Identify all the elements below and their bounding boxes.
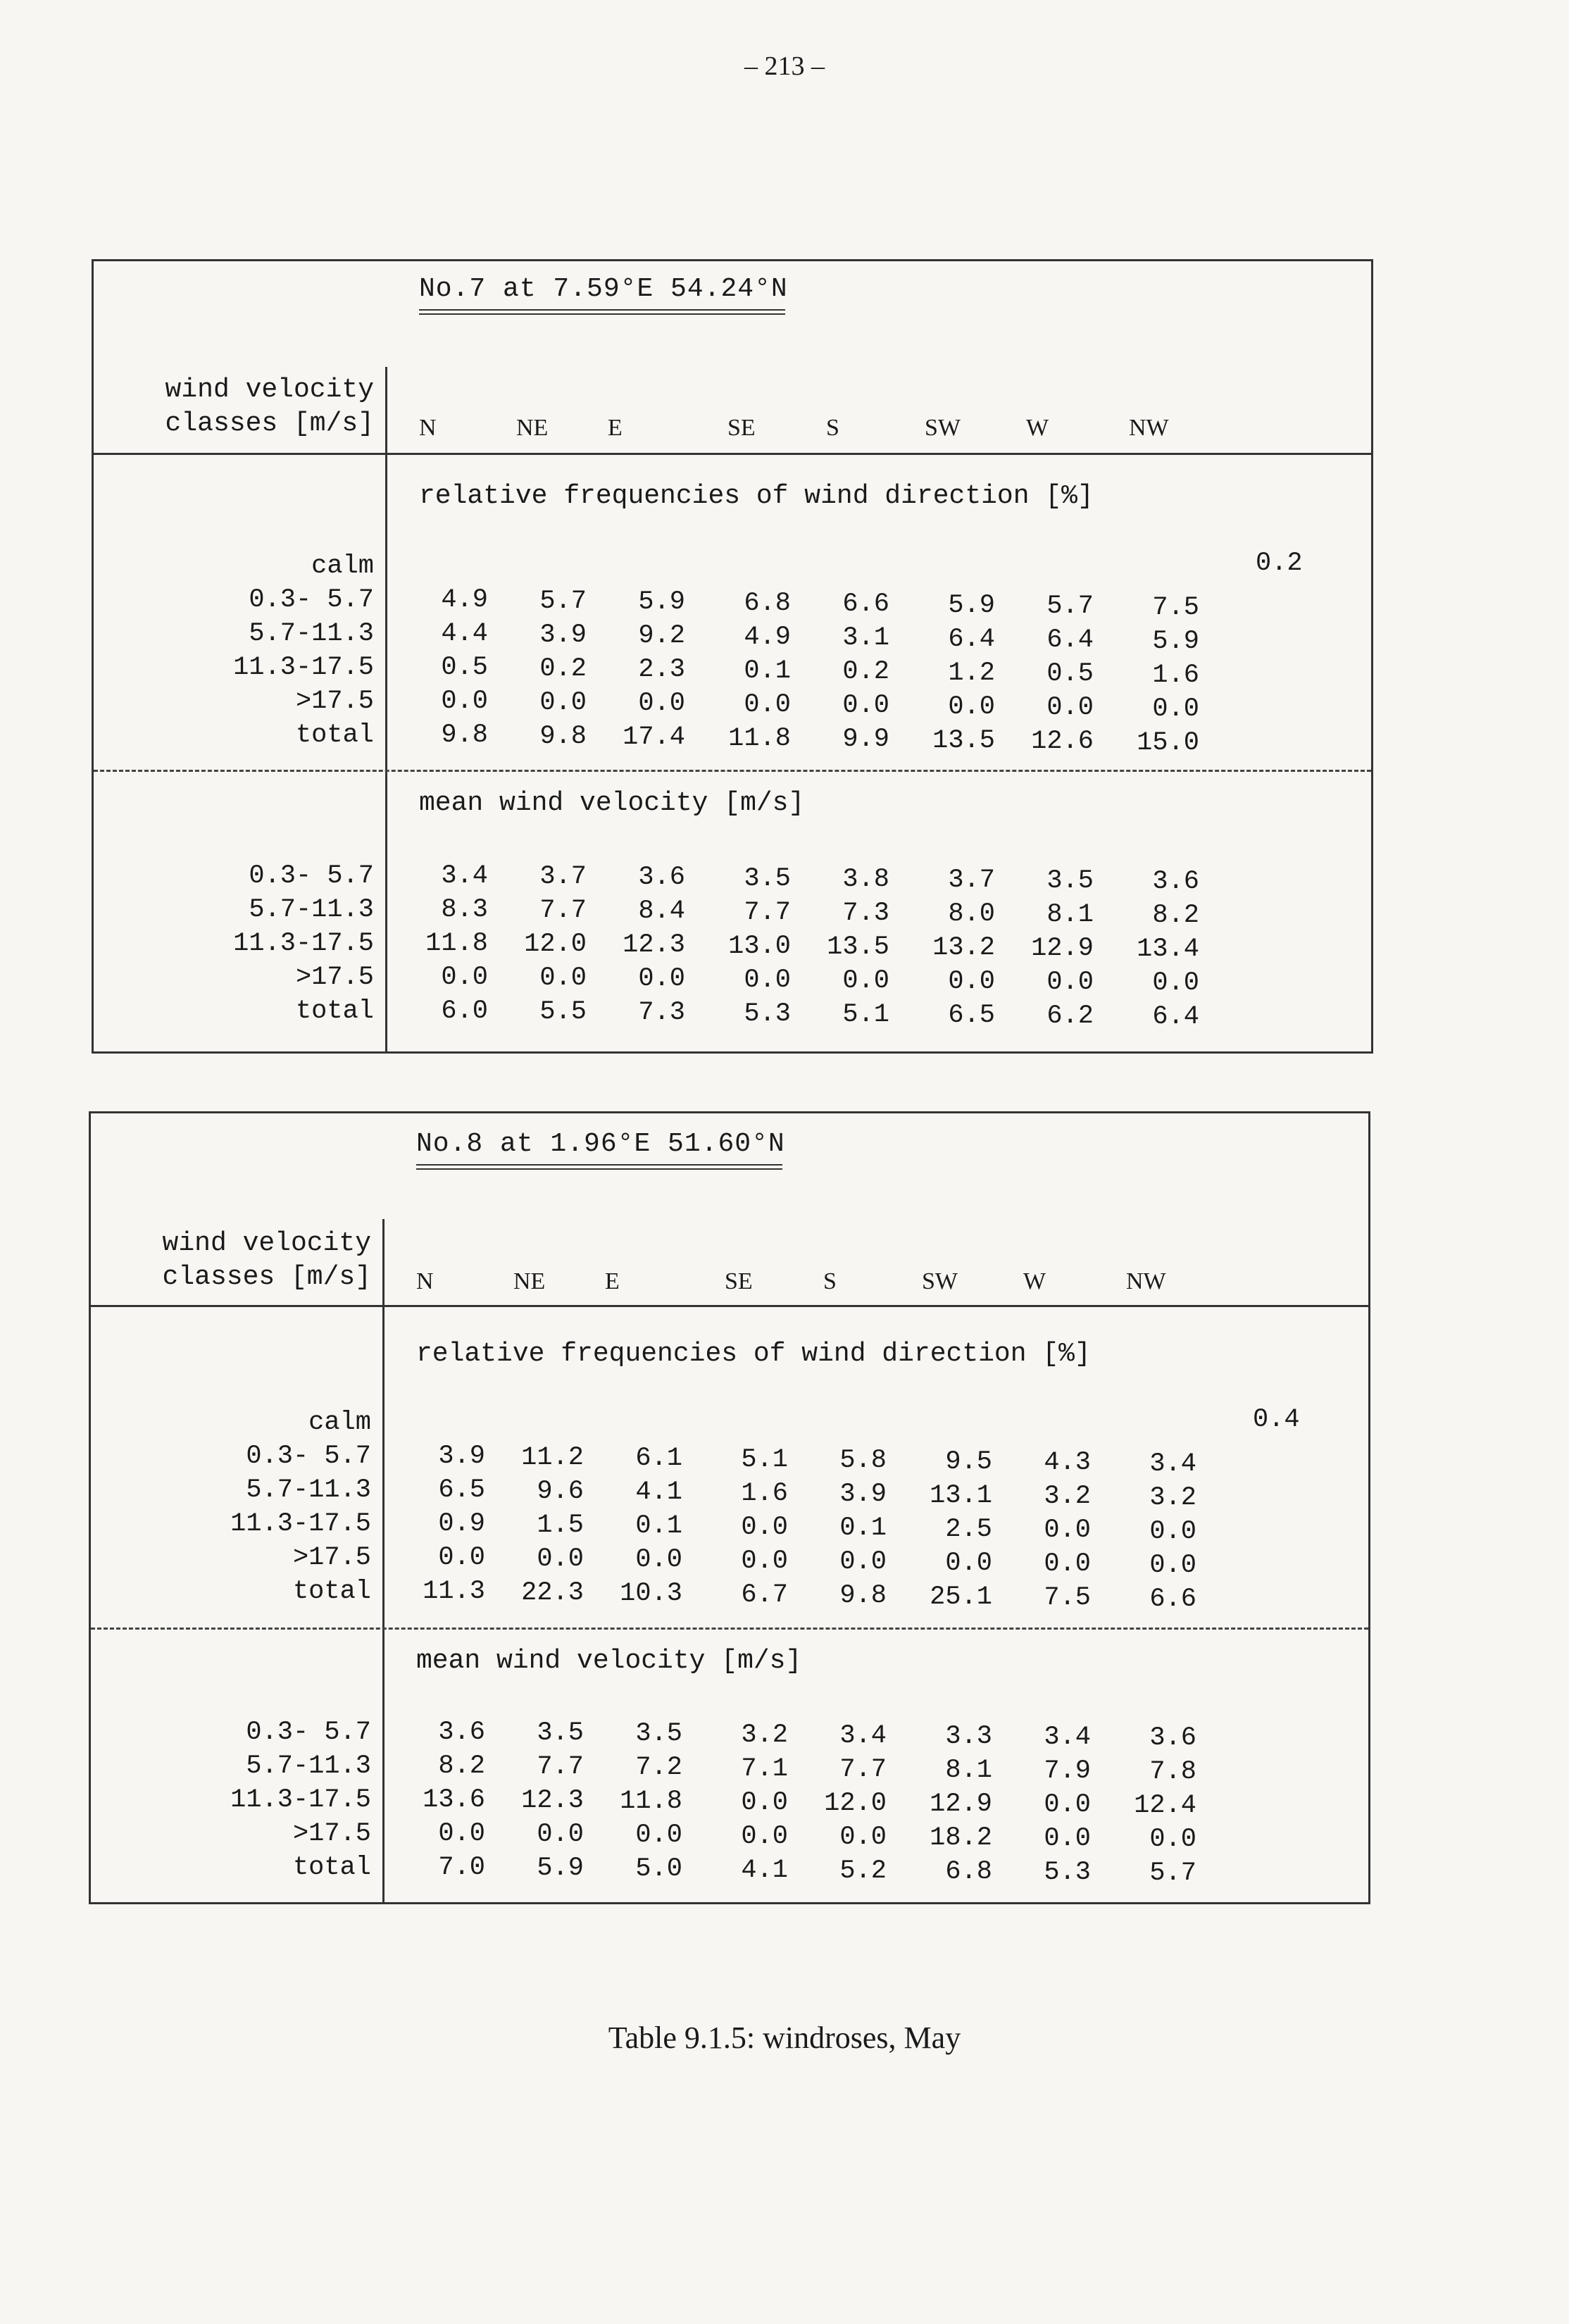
mean-cell: 0.0 [1044,1824,1091,1854]
freq-cell: 13.1 [930,1480,992,1511]
mean-cell: 3.3 [945,1722,992,1751]
mean-cell: 8.3 [441,895,488,925]
freq-cell: 0.0 [1152,694,1199,724]
mean-cell: 0.0 [839,1822,887,1852]
freq-cell: 0.1 [839,1513,887,1543]
direction-header-se: SE [727,415,756,441]
calm-value: 0.4 [1253,1405,1300,1435]
freq-cell: 6.1 [635,1444,682,1473]
freq-cell: 6.5 [438,1475,485,1505]
freq-cell: 3.1 [842,623,889,653]
mean-cell: 7.7 [744,897,791,927]
mean-cell: 12.9 [1031,934,1094,964]
freq-cell: 0.1 [635,1511,682,1541]
mean-row-label: total [295,997,374,1026]
freq-cell: 0.0 [438,1543,485,1573]
calm-label: calm [311,551,374,581]
section-divider [94,770,1371,772]
mean-cell: 3.6 [1149,1723,1196,1754]
mean-cell: 0.0 [1149,1825,1196,1855]
mean-cell: 13.0 [728,931,791,961]
mean-cell: 3.6 [638,863,685,893]
freq-cell: 2.5 [945,1514,992,1544]
freq-cell: 3.2 [1149,1482,1196,1513]
mean-row-label: 5.7-11.3 [246,1751,371,1781]
mean-cell: 18.2 [930,1823,992,1853]
mean-cell: 5.1 [842,999,889,1030]
mean-row-label: >17.5 [292,1819,371,1849]
mean-row-label: >17.5 [295,963,374,992]
mean-cell: 3.5 [635,1719,682,1749]
mean-cell: 13.5 [827,932,889,962]
mean-row-label: 11.3-17.5 [230,1785,371,1815]
mean-cell: 0.0 [1044,1790,1091,1820]
freq-cell: 4.3 [1044,1448,1091,1478]
freq-cell: 0.0 [1046,693,1094,723]
mean-cell: 12.3 [623,930,685,961]
mean-cell: 7.7 [839,1754,887,1785]
freq-cell: 1.6 [1152,660,1199,690]
freq-cell: 0.0 [842,691,889,720]
freq-cell: 9.8 [539,721,587,751]
freq-cell: 6.7 [741,1580,788,1610]
freq-cell: 15.0 [1137,727,1199,758]
mean-row-label: 0.3- 5.7 [246,1718,371,1747]
wind-velocity-label: classes [m/s] [162,1262,371,1292]
direction-header-nw: NW [1126,1268,1166,1294]
mean-cell: 3.7 [539,862,587,892]
freq-section-label: relative frequencies of wind direction [%] [416,1339,1091,1369]
direction-header-se: SE [725,1268,753,1294]
table-caption: Table 9.1.5: windroses, May [608,2020,961,2055]
mean-cell: 3.6 [438,1718,485,1747]
freq-cell: 5.7 [1046,592,1094,621]
mean-cell: 3.8 [842,864,889,894]
freq-cell: 0.0 [635,1545,682,1575]
mean-section-label: mean wind velocity [m/s] [419,788,805,818]
freq-row-label: 11.3-17.5 [233,653,374,682]
freq-cell: 4.1 [635,1478,682,1507]
mean-cell: 8.0 [948,899,995,929]
page-number: – 213 – [744,51,825,81]
mean-row-label: 0.3- 5.7 [249,861,374,891]
station-table-no8 [89,1111,1370,1904]
freq-cell: 0.2 [842,657,889,687]
freq-row-label: 5.7-11.3 [249,619,374,649]
direction-header-s: S [823,1268,837,1294]
mean-cell: 3.7 [948,866,995,895]
title-underline [419,309,785,311]
mean-cell: 5.2 [839,1856,887,1886]
direction-header-e: E [605,1268,620,1294]
freq-cell: 9.6 [537,1476,584,1506]
freq-row-label: >17.5 [292,1543,371,1573]
freq-cell: 0.9 [438,1509,485,1539]
mean-cell: 3.2 [741,1720,788,1750]
freq-cell: 9.9 [842,725,889,754]
freq-cell: 0.0 [537,1544,584,1574]
freq-cell: 0.0 [1044,1516,1091,1545]
mean-cell: 8.2 [1152,901,1199,931]
freq-cell: 0.5 [1046,659,1094,689]
mean-cell: 0.0 [744,965,791,995]
freq-cell: 13.5 [932,725,995,756]
direction-header-n: N [416,1268,434,1294]
freq-cell: 3.4 [1149,1449,1196,1479]
freq-cell: 0.1 [744,656,791,686]
freq-cell: 3.9 [539,620,587,650]
mean-cell: 12.0 [524,930,587,960]
freq-cell: 6.8 [744,588,791,618]
freq-cell: 1.2 [948,658,995,688]
freq-cell: 3.9 [839,1480,887,1509]
direction-header-ne: NE [516,415,549,441]
freq-cell: 9.5 [945,1447,992,1477]
mean-cell: 7.7 [539,896,587,926]
freq-cell: 0.0 [1149,1550,1196,1580]
mean-cell: 0.0 [1152,968,1199,999]
freq-cell: 5.9 [638,587,685,617]
mean-cell: 5.7 [1149,1858,1196,1889]
title-underline [416,1168,782,1170]
mean-cell: 3.4 [441,861,488,891]
freq-cell: 1.5 [537,1510,584,1540]
mean-cell: 6.4 [1152,1002,1199,1032]
header-rule [94,453,1371,455]
mean-cell: 13.4 [1137,935,1199,965]
freq-row-label: 5.7-11.3 [246,1475,371,1505]
freq-cell: 6.6 [842,589,889,619]
freq-cell: 0.5 [441,653,488,682]
freq-row-label: >17.5 [295,687,374,716]
freq-cell: 12.6 [1031,727,1094,756]
freq-cell: 0.0 [839,1547,887,1577]
freq-cell: 9.8 [839,1581,887,1611]
freq-cell: 0.0 [744,689,791,720]
freq-cell: 3.2 [1044,1482,1091,1511]
mean-cell: 0.0 [441,963,488,992]
freq-row-label: 11.3-17.5 [230,1509,371,1539]
freq-cell: 17.4 [623,723,685,752]
wind-velocity-label: classes [m/s] [165,408,374,439]
mean-cell: 7.1 [741,1754,788,1784]
direction-header-nw: NW [1129,415,1169,441]
freq-cell: 3.9 [438,1442,485,1471]
freq-cell: 0.0 [441,687,488,716]
mean-cell: 0.0 [948,967,995,997]
freq-cell: 2.3 [638,655,685,685]
freq-cell: 0.0 [1044,1549,1091,1579]
mean-cell: 5.5 [539,997,587,1027]
mean-row-label: total [292,1853,371,1882]
freq-cell: 5.1 [741,1444,788,1475]
freq-cell: 7.5 [1152,592,1199,623]
freq-cell: 7.5 [1044,1583,1091,1613]
mean-cell: 3.5 [1046,866,1094,897]
mean-cell: 12.4 [1134,1791,1196,1821]
freq-cell: 0.2 [539,654,587,684]
mean-cell: 11.8 [620,1787,682,1817]
mean-cell: 5.3 [1044,1858,1091,1888]
freq-cell: 5.7 [539,586,587,616]
mean-cell: 11.8 [425,929,488,958]
freq-cell: 1.6 [741,1478,788,1508]
freq-cell: 9.2 [638,621,685,651]
mean-cell: 7.0 [438,1853,485,1882]
column-divider [382,1219,385,1902]
mean-cell: 8.1 [945,1756,992,1785]
mean-cell: 3.4 [839,1720,887,1751]
mean-cell: 3.5 [537,1718,584,1749]
direction-header-sw: SW [922,1268,958,1294]
mean-cell: 6.8 [945,1857,992,1887]
freq-cell: 6.4 [948,624,995,654]
header-rule [91,1305,1368,1307]
station-table-no7 [92,259,1373,1054]
freq-cell: 0.0 [539,687,587,718]
wind-velocity-label: wind velocity [165,375,374,405]
freq-cell: 0.0 [741,1546,788,1576]
direction-header-ne: NE [513,1268,546,1294]
mean-cell: 6.0 [441,997,488,1026]
freq-cell: 0.0 [1149,1516,1196,1547]
mean-cell: 0.0 [638,964,685,994]
calm-label: calm [308,1408,371,1437]
mean-cell: 5.9 [537,1854,584,1884]
direction-header-sw: SW [925,415,961,441]
mean-cell: 3.6 [1152,867,1199,897]
direction-header-n: N [419,415,437,441]
freq-section-label: relative frequencies of wind direction [%] [419,481,1094,511]
column-divider [385,367,387,1051]
mean-cell: 7.8 [1149,1757,1196,1787]
mean-cell: 7.7 [537,1752,584,1782]
freq-row-label: 0.3- 5.7 [249,585,374,615]
freq-cell: 6.4 [1046,625,1094,655]
mean-cell: 5.3 [744,999,791,1029]
mean-cell: 0.0 [1046,968,1094,998]
freq-cell: 11.8 [728,723,791,754]
freq-row-label: total [295,720,374,750]
mean-cell: 0.0 [842,966,889,996]
mean-section-label: mean wind velocity [m/s] [416,1646,802,1676]
mean-cell: 5.0 [635,1854,682,1885]
mean-cell: 7.3 [638,998,685,1028]
mean-cell: 12.9 [930,1789,992,1819]
calm-value: 0.2 [1256,549,1303,578]
mean-cell: 0.0 [741,1821,788,1851]
freq-cell: 4.9 [744,622,791,652]
mean-row-label: 11.3-17.5 [233,929,374,958]
freq-cell: 11.3 [423,1577,485,1606]
direction-header-s: S [826,415,839,441]
freq-cell: 0.0 [638,689,685,718]
mean-cell: 13.2 [932,933,995,963]
freq-cell: 9.8 [441,720,488,750]
title-underline [416,1164,782,1166]
freq-cell: 11.2 [521,1442,584,1473]
mean-cell: 0.0 [741,1787,788,1818]
freq-cell: 5.9 [1152,626,1199,656]
freq-cell: 4.4 [441,619,488,649]
mean-row-label: 5.7-11.3 [249,895,374,925]
direction-header-w: W [1023,1268,1046,1294]
freq-cell: 25.1 [930,1582,992,1612]
station-title: No.8 at 1.96°E 51.60°N [416,1129,785,1159]
mean-cell: 8.4 [638,897,685,927]
station-title: No.7 at 7.59°E 54.24°N [419,274,788,304]
mean-cell: 12.3 [521,1786,584,1816]
freq-cell: 0.0 [741,1512,788,1542]
freq-cell: 6.6 [1149,1584,1196,1614]
mean-cell: 6.5 [948,1001,995,1030]
mean-cell: 6.2 [1046,1001,1094,1032]
mean-cell: 0.0 [539,963,587,994]
mean-cell: 3.4 [1044,1723,1091,1753]
title-underline [419,313,785,315]
mean-cell: 7.2 [635,1753,682,1783]
mean-cell: 3.5 [744,863,791,894]
direction-header-w: W [1026,415,1049,441]
freq-cell: 5.9 [948,590,995,620]
mean-cell: 7.3 [842,898,889,928]
freq-cell: 0.0 [945,1548,992,1578]
mean-cell: 12.0 [824,1788,887,1818]
mean-cell: 8.2 [438,1751,485,1781]
direction-header-e: E [608,415,623,441]
section-divider [91,1628,1368,1630]
freq-cell: 5.8 [839,1446,887,1475]
freq-row-label: total [292,1577,371,1606]
mean-cell: 0.0 [537,1820,584,1850]
freq-row-label: 0.3- 5.7 [246,1442,371,1471]
freq-cell: 10.3 [620,1579,682,1608]
mean-cell: 8.1 [1046,900,1094,930]
mean-cell: 7.9 [1044,1756,1091,1787]
mean-cell: 0.0 [438,1819,485,1849]
wind-velocity-label: wind velocity [162,1228,371,1258]
mean-cell: 13.6 [423,1785,485,1815]
freq-cell: 22.3 [521,1578,584,1608]
mean-cell: 0.0 [635,1820,682,1851]
freq-cell: 0.0 [948,692,995,722]
freq-cell: 4.9 [441,585,488,615]
mean-cell: 4.1 [741,1855,788,1885]
